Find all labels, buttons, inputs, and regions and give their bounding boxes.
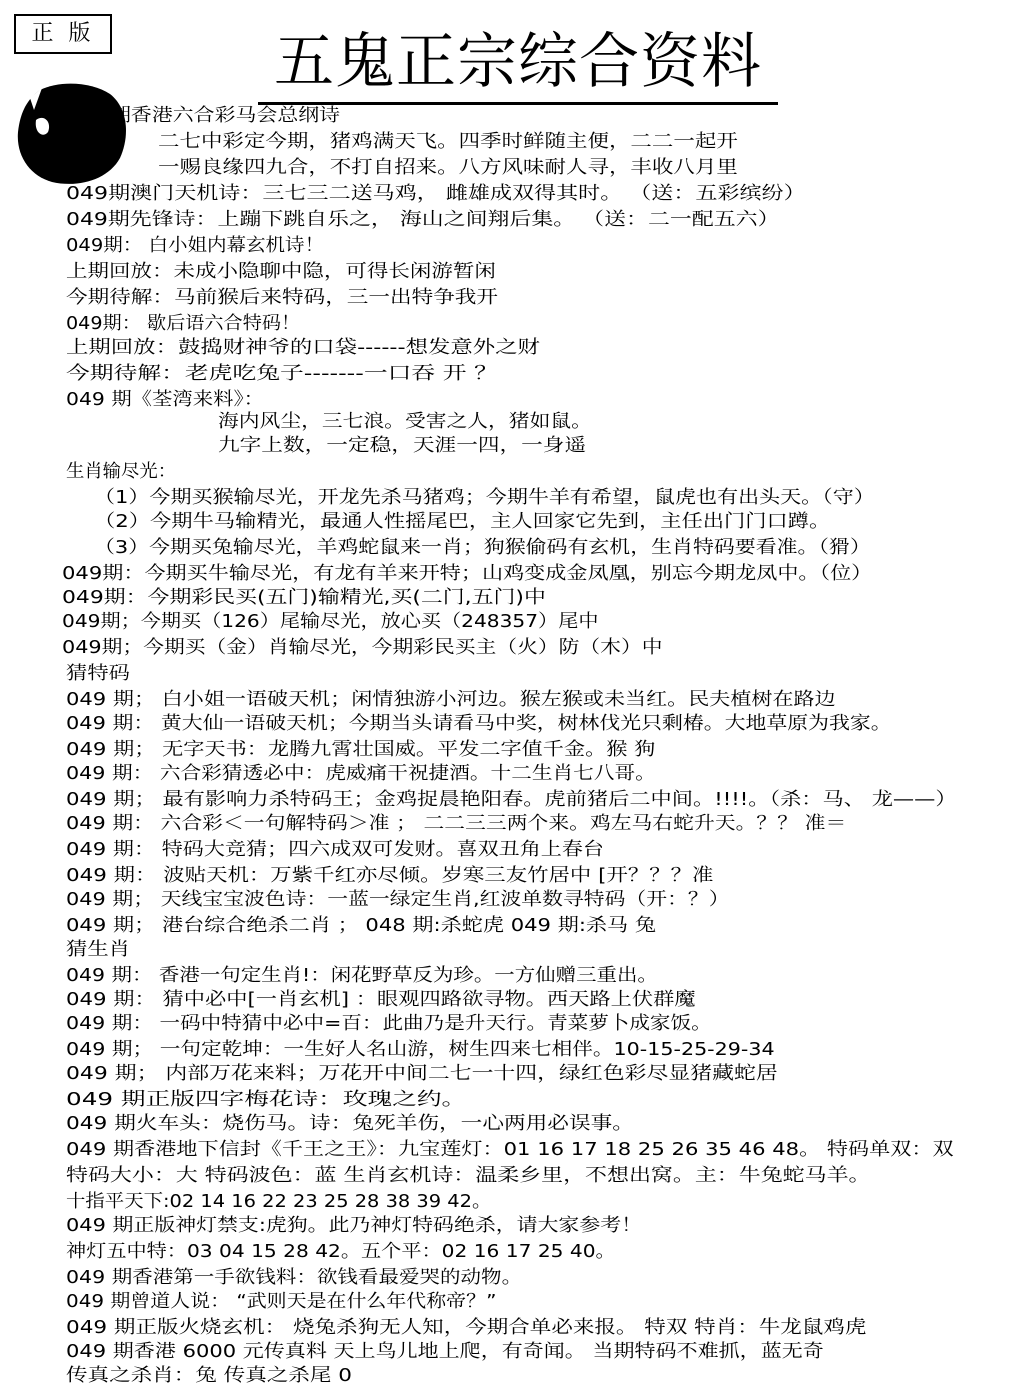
- text-line: （1）今期买猴输尽光，开龙先杀马猪鸡；今期牛羊有希望，鼠虎也有出头天。（守）: [94, 487, 875, 508]
- page-title: 五鬼正宗综合资料: [258, 26, 778, 105]
- edition-badge: 正 版: [14, 14, 112, 54]
- text-line: 传真之杀肖：兔 传真之杀尾 0: [66, 1365, 352, 1386]
- text-line: 猜特码: [66, 663, 130, 684]
- text-line: 一赐良缘四九合，不打自招来。八方风味耐人寻，丰收八月里: [158, 157, 738, 178]
- text-line: 今期待解：老虎吃兔子-------一口吞 开 ？: [66, 363, 498, 384]
- text-line: 今期待解：马前猴后来特码，三一出特争我开: [66, 287, 499, 308]
- text-line: 049 期： 猜中必中[一肖玄机] ：眼观四路欲寻物。西天路上伏群魔: [66, 989, 696, 1010]
- text-line: 049期；今期买（126）尾输尽光，放心买（248357）尾中: [62, 611, 599, 632]
- text-line: 049 期香港地下信封《千王之王》：九宝莲灯：01 16 17 18 25 26 35 46 48。 特码单双：双: [66, 1139, 954, 1160]
- text-line: 049期： 白小姐内幕玄机诗！: [66, 235, 325, 256]
- text-line: 海内风尘，三七浪。受害之人，猪如鼠。: [218, 411, 592, 432]
- text-line: 猜生肖: [66, 939, 130, 960]
- text-line: 049 期； 白小姐一语破天机；闲情独游小河边。猴左猴或未当红。民夫植树在路边: [66, 689, 836, 710]
- text-line: 049 期； 内部万花来料；万花开中间二七一十四，绿红色彩尽显猪藏蛇居: [66, 1063, 778, 1084]
- text-line: 049期；今期买（金）肖输尽光，今期彩民买主（火）防（木）中: [62, 637, 663, 658]
- text-line: 期香港六合彩马会总纲诗: [110, 105, 341, 126]
- text-line: 049 期正版火烧玄机： 烧兔杀狗无人知，今期合单必来报。 特双 特肖：牛龙鼠鸡虎: [66, 1317, 867, 1338]
- text-line: 049 期： 波贴天机：万紫千红亦尽倾。岁寒三友竹居中 [开？？？准: [66, 865, 714, 886]
- text-line: （2）今期牛马输精光，最通人性摇尾巴，主人回家它先到，主任出门门口蹲。: [94, 511, 831, 532]
- text-line: 上期回放：未成小隐聊中隐，可得长闲游暂闲: [66, 261, 496, 282]
- text-line: 049 期： 六合彩猜透必中：虎威痛干祝捷酒。十二生肖七八哥。: [66, 763, 656, 784]
- text-line: 049期：今期买牛输尽光，有龙有羊来开特；山鸡变成金凤凰，别忘今期龙凤中。（位）: [62, 563, 873, 584]
- text-line: 049 期； 天线宝宝波色诗：一蓝一绿定生肖,红波单数寻特码（开：？）: [66, 889, 730, 910]
- text-line: 049 期《荃湾来料》：: [66, 389, 265, 410]
- text-line: （3）今期买兔输尽光，羊鸡蛇鼠来一肖；狗猴偷码有玄机，生肖特码要看准。（猾）: [94, 537, 871, 558]
- text-line: 049 期正版神灯禁支:虎狗。此乃神灯特码绝杀，请大家参考！: [66, 1215, 643, 1236]
- text-line: 神灯五中特：03 04 15 28 42。五个平：02 16 17 25 40。: [66, 1241, 616, 1262]
- text-line: 生肖输尽光：: [66, 461, 177, 482]
- text-line: 二七中彩定今期，猪鸡满天飞。四季时鲜随主便，二二一起开: [158, 131, 738, 152]
- text-line: 049 期正版四字梅花诗：玫瑰之约。: [66, 1089, 467, 1110]
- text-line: 十指平天下:02 14 16 22 23 25 28 38 39 42。: [66, 1191, 492, 1212]
- text-line: 049 期； 最有影响力杀特码王；金鸡捉晨艳阳春。虎前猪后二中间。!!!!。（杀：马、 龙——）: [66, 789, 957, 810]
- text-line: 049期先锋诗：上蹦下跳自乐之， 海山之间翔后集。 （送：二一配五六）: [66, 209, 780, 230]
- text-line: 049 期； 无字天书：龙腾九霄壮国威。平发二字值千金。猴 狗: [66, 739, 656, 760]
- text-line: 特码大小：大 特码波色：蓝 生肖玄机诗：温柔乡里，不想出窝。主：牛兔蛇马羊。: [66, 1165, 871, 1186]
- text-line: 049期：今期彩民买(五门)输精光,买(二门,五门)中: [62, 587, 546, 608]
- text-line: 049 期： 特码大竞猜；四六成双可发财。喜双丑角上春台: [66, 839, 604, 860]
- text-line: 049期澳门天机诗：三七三二送马鸡， 雌雄成双得其时。 （送：五彩缤纷）: [66, 183, 806, 204]
- text-line: 上期回放：鼓捣财神爷的口袋------想发意外之财: [66, 337, 540, 358]
- text-line: 049 期： 一码中特猜中必中=百：此曲乃是升天行。青菜萝卜成家饭。: [66, 1013, 712, 1034]
- text-line: 049 期； 港台综合绝杀二肖 ； 048 期:杀蛇虎 049 期:杀马 兔: [66, 915, 657, 936]
- text-line: 049 期： 黄大仙一语破天机；今期当头请看马中奖，树林伐光只剩椿。大地草原为我家。: [66, 713, 892, 734]
- text-line: 九字上数，一定稳，天涯一四，一身遥: [218, 435, 587, 456]
- text-line: 049 期： 六合彩＜一句解特码＞准 ； 二二三三两个来。鸡左马右蛇升天。？？ 准＝: [66, 813, 847, 834]
- text-line: 049 期； 一句定乾坤：一生好人名山游，树生四来七相伴。10-15-25-29-34: [66, 1039, 775, 1060]
- text-line: 049 期香港 6000 元传真料 天上鸟儿地上爬，有奇闻。 当期特码不难抓，蓝无奇: [66, 1341, 824, 1362]
- text-line: 049 期香港第一手欲钱料：欲钱看最爱哭的动物。: [66, 1267, 523, 1288]
- text-line: 049 期： 香港一句定生肖!：闲花野草反为珍。一方仙赠三重出。: [66, 965, 658, 986]
- text-line: 049期： 歇后语六合特码！: [66, 313, 301, 334]
- text-line: 049 期火车头：烧伤马。诗：兔死羊伤，一心两用必误事。: [66, 1113, 634, 1134]
- text-line: 049 期曾道人说： “武则天是在什么年代称帝？”: [66, 1291, 497, 1312]
